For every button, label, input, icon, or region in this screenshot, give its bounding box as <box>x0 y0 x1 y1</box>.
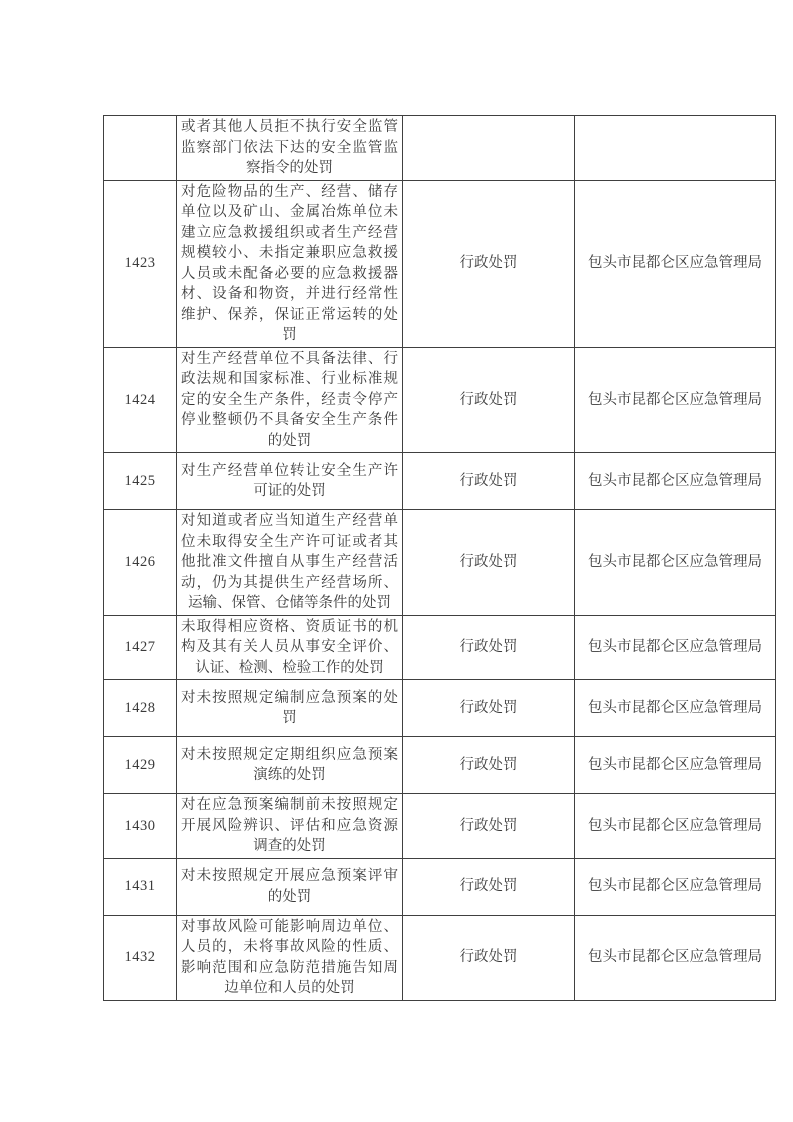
cell-matter: 或者其他人员拒不执行安全监管监察部门依法下达的安全监管监察指令的处罚 <box>177 116 403 181</box>
cell-authority: 包头市昆都仑区应急管理局 <box>575 180 776 347</box>
cell-matter: 对未按照规定编制应急预案的处罚 <box>177 680 403 737</box>
cell-code: 1431 <box>104 858 177 915</box>
cell-code: 1424 <box>104 347 177 453</box>
cell-authority: 包头市昆都仑区应急管理局 <box>575 680 776 737</box>
table-row <box>104 453 776 510</box>
cell-penalty-type: 行政处罚 <box>403 680 575 737</box>
table-row <box>104 737 776 794</box>
cell-code: 1432 <box>104 915 177 1000</box>
cell-penalty-type: 行政处罚 <box>403 737 575 794</box>
cell-authority: 包头市昆都仑区应急管理局 <box>575 858 776 915</box>
table-sheet <box>103 115 776 1001</box>
cell-penalty-type: 行政处罚 <box>403 347 575 453</box>
cell-authority: 包头市昆都仑区应急管理局 <box>575 737 776 794</box>
cell-penalty-type: 行政处罚 <box>403 615 575 680</box>
cell-matter: 未取得相应资格、资质证书的机构及其有关人员从事安全评价、认证、检测、检验工作的处罚 <box>177 615 403 680</box>
cell-matter: 对生产经营单位转让安全生产许可证的处罚 <box>177 453 403 510</box>
cell-penalty-type: 行政处罚 <box>403 794 575 859</box>
cell-code: 1430 <box>104 794 177 859</box>
cell-code: 1428 <box>104 680 177 737</box>
table-row <box>104 794 776 859</box>
cell-authority: 包头市昆都仑区应急管理局 <box>575 347 776 453</box>
cell-penalty-type: 行政处罚 <box>403 510 575 616</box>
penalty-table-body <box>104 116 776 1001</box>
cell-penalty-type: 行政处罚 <box>403 453 575 510</box>
cell-code: 1427 <box>104 615 177 680</box>
cell-matter: 对危险物品的生产、经营、储存单位以及矿山、金属冶炼单位未建立应急救援组织或者生产经营规模较小、未指定兼职应急救援人员或未配备必要的应急救援器材、设备和物资，并进行经常性维护、保养，保证正常运转的处罚 <box>177 180 403 347</box>
table-row <box>104 116 776 181</box>
cell-authority: 包头市昆都仑区应急管理局 <box>575 915 776 1000</box>
cell-code: 1425 <box>104 453 177 510</box>
table-row <box>104 347 776 453</box>
cell-penalty-type: 行政处罚 <box>403 858 575 915</box>
cell-code <box>104 116 177 181</box>
cell-matter: 对未按照规定定期组织应急预案演练的处罚 <box>177 737 403 794</box>
cell-authority: 包头市昆都仑区应急管理局 <box>575 615 776 680</box>
penalty-table <box>103 115 776 1001</box>
cell-code: 1426 <box>104 510 177 616</box>
cell-code: 1429 <box>104 737 177 794</box>
cell-penalty-type <box>403 116 575 181</box>
cell-penalty-type: 行政处罚 <box>403 180 575 347</box>
cell-matter: 对生产经营单位不具备法律、行政法规和国家标准、行业标准规定的安全生产条件，经责令停产停业整顿仍不具备安全生产条件的处罚 <box>177 347 403 453</box>
cell-matter: 对事故风险可能影响周边单位、人员的，未将事故风险的性质、影响范围和应急防范措施告知周边单位和人员的处罚 <box>177 915 403 1000</box>
table-row <box>104 615 776 680</box>
cell-matter: 对在应急预案编制前未按照规定开展风险辨识、评估和应急资源调查的处罚 <box>177 794 403 859</box>
cell-authority: 包头市昆都仑区应急管理局 <box>575 510 776 616</box>
cell-authority: 包头市昆都仑区应急管理局 <box>575 794 776 859</box>
cell-matter: 对未按照规定开展应急预案评审的处罚 <box>177 858 403 915</box>
table-row <box>104 180 776 347</box>
cell-code: 1423 <box>104 180 177 347</box>
table-row <box>104 915 776 1000</box>
table-row <box>104 680 776 737</box>
cell-penalty-type: 行政处罚 <box>403 915 575 1000</box>
cell-authority: 包头市昆都仑区应急管理局 <box>575 453 776 510</box>
table-row <box>104 858 776 915</box>
table-row <box>104 510 776 616</box>
cell-authority <box>575 116 776 181</box>
cell-matter: 对知道或者应当知道生产经营单位未取得安全生产许可证或者其他批准文件擅自从事生产经营活动，仍为其提供生产经营场所、运输、保管、仓储等条件的处罚 <box>177 510 403 616</box>
